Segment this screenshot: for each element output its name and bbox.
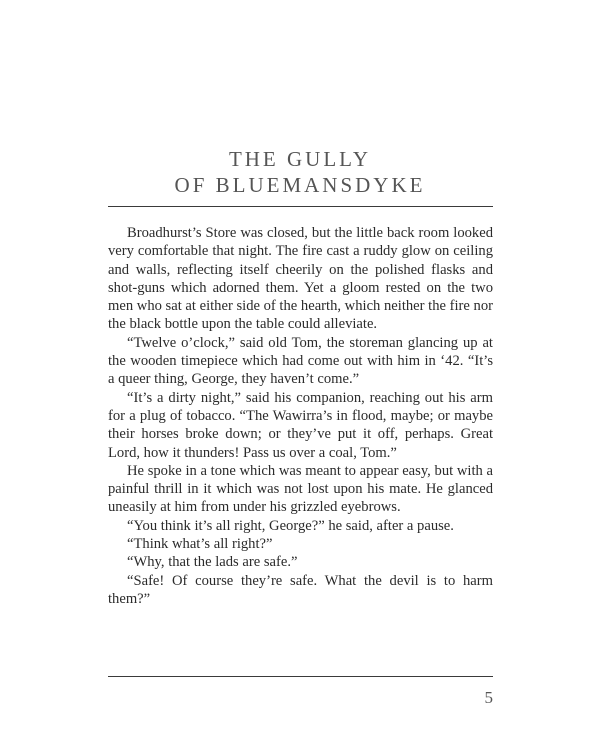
body-text — [108, 224, 493, 608]
paragraph: He spoke in a tone which was meant to appear easy, but with a painful thrill in it which was not lost upon his mate. He glanced uneasily at him from under his grizzled eyebrows. — [108, 462, 493, 516]
paragraph: “You think it’s all right, George?” he said, after a pause. — [127, 517, 454, 534]
paragraph: “Safe! Of course they’re safe. What the devil is to harm them?” — [108, 572, 493, 607]
paragraph: “Why, that the lads are safe.” — [127, 554, 298, 571]
paragraph: “Twelve o’clock,” said old Tom, the storeman glancing up at the wooden timepiece which had come out with him in ‘42. “It’s a queer thing, George, they haven’t come.” — [108, 334, 493, 388]
paragraph: “Think what’s all right?” — [127, 536, 273, 553]
page-number: 5 — [484, 688, 493, 707]
paragraph: Broadhurst’s Store was closed, but the little back room looked very comfortable that night. The fire cast a ruddy glow on ceiling and walls, reflecting itself cheerily on the polished flasks and shot-guns which adorned them. Yet a gloom rested on the two men who sat at either side of the hearth, which neither the fire nor the black bottle upon the table could alleviate. — [108, 225, 493, 333]
chapter-title-line-1: THE GULLY — [228, 147, 372, 171]
chapter-title-line-2: OF BLUEMANSDYKE — [174, 173, 426, 197]
top-divider-rule — [108, 206, 493, 207]
bottom-divider-rule — [108, 676, 493, 677]
paragraph: “It’s a dirty night,” said his companion, reaching out his arm for a plug of tobacco. “The Wawirra’s in flood, maybe; or maybe their horses broke down; or they’ve put it off, perhaps. Great Lord, how it thunders! Pass us over a coal, Tom.” — [108, 389, 493, 461]
chapter-title — [0, 146, 600, 198]
